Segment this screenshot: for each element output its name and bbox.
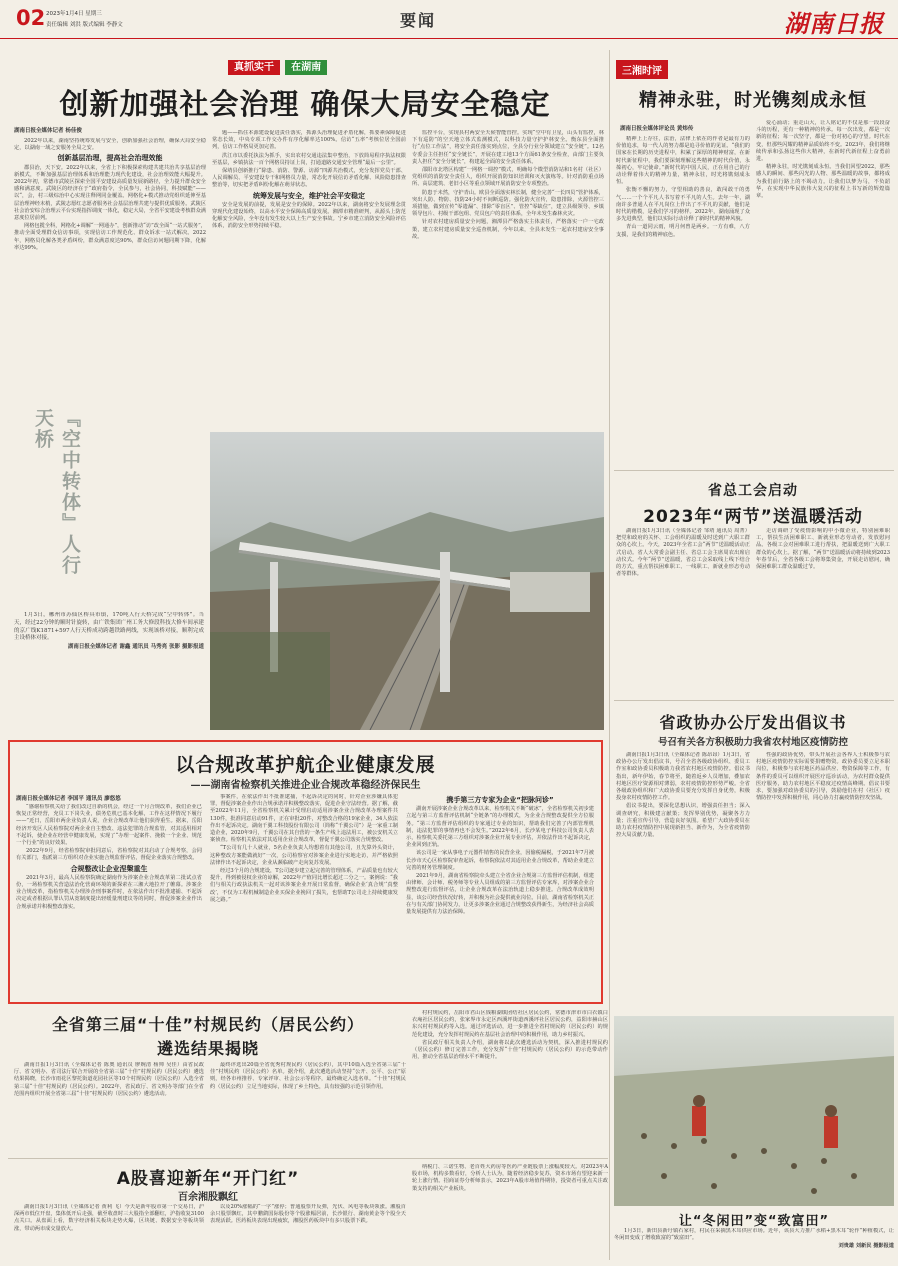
lead-subhead-2: 统筹发展与安全，维护社会平安稳定	[253, 191, 365, 200]
editors: 责任编辑 刘洪 版式编辑 李静文	[46, 22, 123, 28]
villages-para: 村村规民约，岳阳市君山区钱粮湖镇团结社区居民公约，常德市津市市白衣镇白衣庵社区居民公约，张家界市永定区西溪坪街道西溪坪社区居民公约，益阳市赫山区东兴村村规民约等入选。通过评选活动，进一步推进全省村规民约（居民公约）的规范化建设，充分发挥村规民约在基层社会治理中的积极作用，助力乡村振兴。	[412, 1010, 608, 1038]
kicker-right: 在湖南	[285, 60, 327, 75]
govoffice-headline-2: 号召有关各方积极助力我省农村地区疫情防控	[657, 737, 848, 748]
govoffice-para: 倡议书提出，要深化思想认识，增强责任担当；深入调查研究，积极建言献策；发挥界别优势，凝聚各方力量；注重宣传引导，营造良好氛围。希望广大政协委员在助力农村疫情防控中展现新担当、新作为，为全省疫情防控大局贡献力量。	[616, 803, 750, 839]
feature-column-2	[210, 794, 398, 1000]
lead-para: 防患于未然，守护青山。欧县全面落实林长制，健全完善“一长四员”管护体系，突出人防、物防、技防24小时不间断巡防。强化防火宣传，隐患排除，火源管控三项措施，做到宣传“零遗漏”、排除“零盲区”、管控“零缺位”，建立县级领导、乡镇领导包片、村级干部包组、党员包户的责任体系，全年未发生森林火灾。	[412, 189, 604, 218]
stocks-subhead: 百余湘股飘红	[178, 1192, 238, 1203]
lead-byline: 湖南日报全媒体记者 杨佳俊	[14, 128, 82, 134]
villages-headline-2: 遴选结果揭晓	[156, 1039, 259, 1058]
right-photo-credit: 刘贵雄 刘新民 摄影报道	[838, 1243, 894, 1250]
union-column-1	[616, 528, 750, 692]
photo-credit: 湖南日报全媒体记者 谢鑫 通讯员 马秀亮 张影 摄影报道	[67, 644, 204, 651]
lead-subhead-1: 创新基层治理，提高社会治理效能	[57, 154, 163, 163]
feature-subhead-2: 携手第三方专家为企业“把脉问诊”	[446, 796, 554, 804]
lead-para: 安全是发展的前提，发展是安全的保障。2022年以来，湖南将安全发展理念贯穿现代化建设始终，以高水平安全保障高质量发展。湘潭市精准研判，从源头上防范化解安全风险，全年没有发生较大以上生产安全事故。宁乡市建立消防安全风险评估体系，消防安全形势持续平稳。	[212, 201, 406, 230]
stocks-column-3	[412, 1164, 608, 1262]
union-headline-1: 省总工会启动	[708, 483, 798, 499]
photo-caption-title: 『空中转体』人行天桥	[32, 408, 81, 576]
feature-para: 2022年9月，经省检察院审批同意后，省检察院对其启动了合规考察，会同有关部门，指派第三方组织对企业实施合规监督评估，督促企业落实合规整改。	[16, 848, 202, 862]
lead-para: 保靖县创新推行“除患、消防、警源、访源”四源共治模式，充分发挥党员干部、人民调解员、平安建设专干和网格员力量，常态化开展信访矛盾化解、风险隐患排查整治等，切实把矛盾纠纷化解在萌芽状态。	[212, 168, 406, 189]
stocks-column-2	[210, 1204, 406, 1262]
govoffice-column-2	[756, 752, 890, 1012]
right-column-divider	[609, 50, 610, 1260]
commentary-para: 张衡不懈的努力，守望相助的善良，敢闯敢干的勇气……一个个平凡人书写着不平凡的人生。去年一年，湖南许多普通人在平凡岗位上作出了不平凡的贡献，他们是时代的楷模，是我们学习的榜样。2022年，湖南涌现了众多先进典型，他们以实际行动诠释了新时代的精神风貌。	[616, 187, 750, 223]
photo-caption-text: 1月3日，郴州市苏仙区桥具市镇，170吨人行天桥完成“空中转体”。当天，经过22分钟的顺时针旋转，由广铁集团广州工务大修段科技大修车间承建的京广线K1871+597人行天桥成功跨越铁路两线，实现该桥对接，顺利完成主设桥体对接。	[14, 612, 204, 642]
union-column-2	[756, 528, 890, 692]
lead-para: 邵阳市北塔区构建“一网格一调控”模式，明确每个微型消防站和1名村（社区）党组织的消防安全责任人，组织开展消防知识培训和灭火演练等。针对消防重点场所、高层建筑、老旧小区等重点领域开展消防安全专项整治。	[412, 167, 604, 188]
lead-headline: 创新加强社会治理 确保大局安全稳定	[59, 87, 551, 121]
govoffice-column-1	[616, 752, 750, 1012]
commentary-tag: 三湘时评	[616, 60, 668, 79]
photo-caption	[14, 612, 204, 724]
feature-para: 2021年3月，最高人民检察院确定湖南作为涉案企业合规改革第二批试点省份，一场检察机关营造法治化营商环境的新探索在三湘大地拉开了帷幕。涉案企业合规改革，指检察机关办理涉企刑事案件时，在依法作出不批准逮捕、不起诉决定或者根据认罪认罚从宽制度提出轻缓量刑建议等的同时，督促涉案企业作出合规承诺并积极整改落实。	[16, 874, 202, 910]
lead-para: 洪江市以委托执法为抓手，实出农村交通违法集中整治，下放简易程序执法权限至基层，乡镇执法一百个网格员持证上岗，打通道路交通安全管理“最后一公里”。	[212, 152, 406, 166]
commentary-column-2	[756, 120, 890, 456]
feature-subhead: ——湖南省检察机关推进企业合规改革稳经济保民生	[190, 780, 421, 791]
lead-para: 郡县治，天下安。2022年以来，全省上下积极探索构建共建共治共享基层治理新模式，不断加强基层治理体系和治理能力现代化建设，社会治理效能大幅提升。2022年初，常德市武陵区探索全国平安建设高质量发展新路径，全力提升群众安全感和满意度。武陵区的经济在于“政府指令，全民参与，社会协同，科技赋能”——以“，会，村三级综治中心实现注释网同金覆盖。网格化+模式推动党组织延伸至基层治理神经末梢，武陵志愿红志愿者服务社会基层治理共建与提供优质服务。武陵区社会治安综合治理云平台实现指挥调度一体化，稳定大局，全省平安建设考核群众满意度位居前列。	[14, 164, 206, 222]
newspaper-logo: 湖南日报	[784, 9, 884, 38]
stocks-para: 以及20%涨幅的“一字”涨停；普通股票开反弹，光伏、风电等板块领涨。湘股百余只股票飘红，其中鹏鹞国际股份等个股涨幅居前，长沙银行、湖南黄金等个股全天表现活跃。医药板块表现出现疲软，湘股医药板块中有多只股票下跌。	[210, 1204, 406, 1225]
commentary-headline: 精神永驻，时光镌刻成永恒	[639, 90, 867, 111]
villages-para: 湖南日报1月3日讯（全媒体记者 陈奥 通讯员 廖婉清 杨帅 吴佳）由省民政厅、省文明办、省司法厅联合开展的全省第三届“十佳”村规民约（居民公约）遴选结果揭晓，长沙市雨花区黎托街道花园社区等10个村规民约（居民公约）入选全省第三届“十佳”村规民约（居民公约）。2022年，省民政厅、省文明办等部门在全省范围内组织开展全省第三届“十佳”村规民约（居民公约）遴选活动。	[14, 1062, 204, 1097]
villages-para: 最终评选出20篇全省优秀村规民约（居民公约），其中10篇入选全省第三届“十佳”村规民约（居民公约）名单。据介绍，此次遴选活动坚持“公开、公平、公正”原则，经各市州推荐、专家评审、社会公示等程序，最终确定入选名单。“十佳”村规民约（居民公约）立足当地实际，体现了乡土特色，具有较强的示范引领作用。	[210, 1062, 406, 1090]
commentary-para: 精神永驻，时光镌刻成永恒。当我们回望2022，那些感人的瞬间、那些闪光的人物、那些温暖的故事，都将成为我们前行路上的不竭动力。让我们以梦为马，不负韶华，在实现中华民族伟大复兴的征程上书写新的辉煌篇章。	[756, 164, 890, 200]
section-title: 要闻	[400, 11, 437, 30]
feature-box	[8, 740, 603, 1004]
commentary-para: 精神上上存往，法治，法律上依在的作者是最有力的价值追求，每一代人的努力都是追寻价值的见证。“我们的国家在长期的历史进程中，积累了深厚的精神财富，在新时代新征程中，我们要深刻理解这些精神的时代价值，永葆初心，牢记使命。”新时代的中国人民，正在用自己的行动诠释着伟大的精神力量，精神永驻，时光将镌刻成永恒。	[616, 136, 750, 186]
right-photo-caption-title: 让“冬闲田”变“致富田”	[678, 1214, 830, 1229]
union-divider	[614, 470, 894, 471]
lead-para: 针对农村建房质量安全问题，湘潭县严格落实主体责任，严格落实一户一宅政策，建立农村建房质量安全巡查机制，今年以来，全县未发生一起农村建房安全事故。	[412, 219, 604, 240]
govoffice-headline-1: 省政协办公厅发出倡议书	[659, 713, 847, 732]
commentary-para: 青山一道同云雨，明月何曾是两乡。一方有难，八方支援，是我们的精神底色。	[616, 224, 750, 238]
union-para: 走访调研了受疫情影响的中小微企业，特别困难职工，帮扶生活困难职工、新就业形态劳动者，发放慰问品。各级工会对困难职工进行帮扶，把温暖送到广大职工群众的心坎上。据了解，“两节”送温暖活动将持续到2023年春节后，全省各级工会将筹集资金，开展走访慰问，确保困难职工群众温暖过节。	[756, 528, 890, 571]
main-photo-bridge	[210, 432, 604, 730]
feature-subhead-1: 合规整改让企业涅槃重生	[70, 864, 148, 873]
right-photo-caption-text: 1月3日，新田县新圩镇石家村，村民在采摘黑木耳供应市场。近年，该县大力推广水稻+黑木耳“轮作”种植模式，让冬闲田变成了增收致富的“致富田”。	[614, 1228, 894, 1242]
lead-column-1	[14, 138, 206, 398]
govoffice-para: 性强的政协优势，带头开展社会各界人士积极参与农村地区疫情防控实际需要捐赠物资。政协委员要立足本职岗位，积极参与农村地区药品供应、物资保障等工作，有条件的委员可以组织开展医疗巡诊活动，为农村群众提供医疗服务，助力农村地区平稳度过疫情高峰期。倡议书要求，要加强对政协委员的引导，鼓励他们在村（社区）疫情防控中发挥积极作用，同心协力打赢疫情防控攻坚战。	[756, 752, 890, 802]
villages-column-2	[210, 1062, 406, 1154]
villages-para: 省民政厅相关负责人介绍，湖南将以此次遴选活动为契机，深入推进村规民约（居民公约）修订完善工作，充分发挥“十佳”村规民约（居民公约）的示范带动作用，推动全省基层治理水平不断提升。	[412, 1039, 608, 1061]
lead-column-3	[412, 130, 604, 430]
lead-kicker	[228, 55, 327, 71]
union-para: 湖南日报1月3日讯（全媒体记者 邹靖 通讯员 周菁）把党和政府的关怀、工会组织的温暖及时送到广大职工群众的心坎上。今天，2023年全省工会“两节”送温暖活动正式启动。省人大常委会副主任、省总工会主席周农出席启动仪式。今年“两节”送温暖，省总工会采取线上线下结合的方式，重点帮扶困难职工、一线职工、新就业形态劳动者等群体。	[616, 528, 750, 578]
union-headline-2: 2023年“两节”送温暖活动	[643, 507, 863, 527]
right-photo-caption	[614, 1228, 894, 1262]
farm-illustration	[614, 1016, 894, 1206]
commentary-byline: 湖南日报全媒体评论员 黄炜传	[620, 126, 694, 132]
feature-para: “T公司有几十人就业，5名企业负责人均想着有其他公司，且先算外头资计，这种整改方案能做就好”一次，公司检察官对涉案企业进行实地走访，并严格依照法律作出不起诉决定，企业从濒临破产走向复苏发展。	[210, 845, 398, 866]
villages-column-1	[14, 1062, 204, 1154]
commentary-column-1	[616, 136, 750, 456]
feature-para: 事案件，在依法作出不批准逮捕，不起诉决定的同时，针对企业涉嫌具体犯罪，督促涉案企业作出合规承诺并积极整改落实，促进企业守法经营。据了解，截至2022年11月，全省检察机关累计受理启动适用涉案企业合规改革办理案件共130件，批准同意启动91件，正在审批20件，对整改合格的19家企业，34人依法作出不起诉决定。湖南千翼工科技股份有限公司（简称“千翼公司”）是一家重工制造企业，2020年9月，千翼公司在其自营的一条生产线上违法用工，被公安机关立案侦查。检察机关依法对其适用企业合规改革，督促千翼公司落实合规整改。	[210, 794, 398, 844]
kicker-left: 真抓实干	[228, 60, 280, 75]
bridge-illustration	[210, 432, 604, 730]
stocks-divider	[8, 1158, 608, 1159]
feature-byline: 湖南日报全媒体记者 李国平 通讯员 廖悠悠	[16, 796, 121, 802]
masthead	[0, 0, 898, 39]
feature-column-1	[16, 804, 202, 1000]
lead-column-2	[212, 130, 406, 430]
villages-column-3	[412, 1010, 608, 1154]
stocks-para: 湖南日报1月3日讯（全媒体记者 黄利 飞）今天是新年股市第一个交易日，沪深两市低位开盘，集体低开后走强，截至收盘时三大股指全部翻红，沪指收复3100点关口。从盘面上看，数字经济相关板块走势火爆，区块链、数据安全等板块领涨，带动两市成交量放大。	[14, 1204, 204, 1232]
right-photo-fungus-farm	[614, 1016, 894, 1206]
issue-date: 2023年1月4日 星期三	[46, 11, 102, 17]
lead-para: 监控平台，实现县村两安全天候智能管控。实现“空中有卫星，山头有监控，林下有巡防”的空天地立体式监测模式，以科技力量守护护林安全。衡东县全面推行“点位工作法”，将安全责任落实到点位，全县分行业分领域建立“安全链”。12名专委会主任担任“安全链长”，开展在建工地13个方面61条安全检查，由部门主要负责人担任“安全分链长”，构建起全面的安全责任体系。	[412, 130, 604, 165]
commentary-para: 爱心涌动；重走山大，让人铭记的不仅是那一段段奋斗的历程，更有一种精神的传承。每一次出发，都是一次新的征程；每一次坚守，都是一份对初心的守望。时代在变，但那些闪耀的精神品质始终不变。2023年，我们将继续传承和弘扬这些伟大精神，在新时代新征程上奋勇前进。	[756, 120, 890, 163]
govoffice-para: 湖南日报1月3日讯（全媒体记者 陈昂昂）1月3日，省政协办公厅发出倡议书，号召全省各级政协组织、委员工作室和政协委员积极助力我省农村地区疫情防控。倡议书指出，新年伊始，春节将至，随着返乡人员增加，叠加农村地区医疗资源相对薄弱，农村疫情防控形势严峻。全省各级政协组织和广大政协委员要充分发挥自身优势，积极投身农村疫情防控工作。	[616, 752, 750, 802]
lead-para: 题——抓住本源建设促进责任落实，抓源头治理促进矛盾化解，抓要素保障促进常态长效，中央专项工作交办件有序化解率达100%。信访“五率”考核位居全国前列，信访工作格局更加完善。	[212, 130, 406, 151]
lead-para: 2022年以来，湖南坚持统筹发展与安全，创新加强社会治理，确保大局安全稳定，以湖南一域之安服务全局之安。	[14, 138, 206, 152]
feature-column-3	[406, 794, 594, 1000]
stocks-column-1	[14, 1204, 204, 1262]
lead-para: 网格包揽全科，网格化+调解“一网通办”，创新推动“访”改全面“一站式服务”，推动全面受理群众信访事项，实现信访工作规范化、群众诉求一站式解决。2022年，网格员化解各类矛盾纠纷，群众满意度达90%，群众信访问题同期下降，化解率达99%。	[14, 223, 206, 251]
govoffice-divider	[614, 700, 894, 701]
stocks-para: 纳税门、三诺生物、老百姓大药房等医药产业链股票上涨幅度较大。对2023年A股市场，机构多数看好，分析人士认为，随着经济稳步复苏，资本市场有望迎来新一轮上涨行情。招商证券分析师表示，2023年A股市场值得期待，投资者可重点关注政策支持的相关产业板块。	[412, 1164, 608, 1192]
feature-para: “感谢检察机关给了我们改过自新的机会，经过一个月合规改革，我们企业已恢复正常经营，充员工下岗失业，债务危机已基本化解，工作在这样情况下履行——”近日，岳阳市两企业负责人说，企业合规改革让他们获得重生。据来，岳阳经济开发区人民检察院对两企业自主整改、违法犯罪的合规监管，对其适用相对不起诉，使企业在经营中健康发展，实现了“办理一起案件、挽救一个企业、规范一个行业”的良好效果。	[16, 804, 202, 847]
villages-headline-1: 全省第三届“十佳”村规民约（居民公约）	[51, 1015, 365, 1034]
feature-para: 经过3个月的合规建设，T公司逐步建立起完善的管理体系，产品质量也有较大提升，得到被侵权企业的谅解，2022年产值同比增长超过二分之一。案例说：“我们与相关行政执法机关一起对该涉案企业开展日常监督，确保企业‘真合规’‘真整改’，不仅为工程机械制造企业买保企业挽回了损失，也帮助T公司走上持续健康发展之路。”	[210, 868, 398, 903]
feature-para: 湖南开展涉案企业合规改革以来，检察机关不断“破冰”，全省检察机关初步建立起与第三方监督评估机制“全链条”的办理模式，为企业合规整改提供全方位服务。“第三方监督评估组织的专家通过专业的知识，帮助我们完善了内部管理机制，违法犯罪的事情再也不会发生。”2022年6月，长沙某电子科技公司负责人表示，检察机关委托第三方组织对涉案企业开展专业评估，并依法作出不起诉决定，企业回到正轨。	[406, 806, 594, 849]
page-number: 02	[16, 6, 46, 30]
stocks-headline: A股喜迎新年“开门红”	[116, 1169, 300, 1189]
feature-para: 2021年9月，湖南省检察院牵头建立全省企业合规第三方监督评估机制，组建由律师、会计师、税务师等专业人员组成的第三方监督评估专家库，对涉案企业合规整改进行监督评估，让企业合规改革在法治轨道上稳步推进。合规改革成效明显，该公司经营状况好转，并积极为社会提供就业岗位。目前，湖南省检察机关正在与有关部门协同发力，让更多涉案企业通过合规整改获得新生，为经济社会高质量发展提供有力法治保障。	[406, 873, 594, 916]
feature-headline: 以合规改革护航企业健康发展	[175, 754, 436, 776]
feature-para: 该公司是一家从事电子元器件销售的民营企业，因偷税漏税，于2021年7月被长沙市天心区检察院审查起诉，检察院依法对其适用企业合规改革，帮助企业建立完善的财务管理制度。	[406, 850, 594, 871]
